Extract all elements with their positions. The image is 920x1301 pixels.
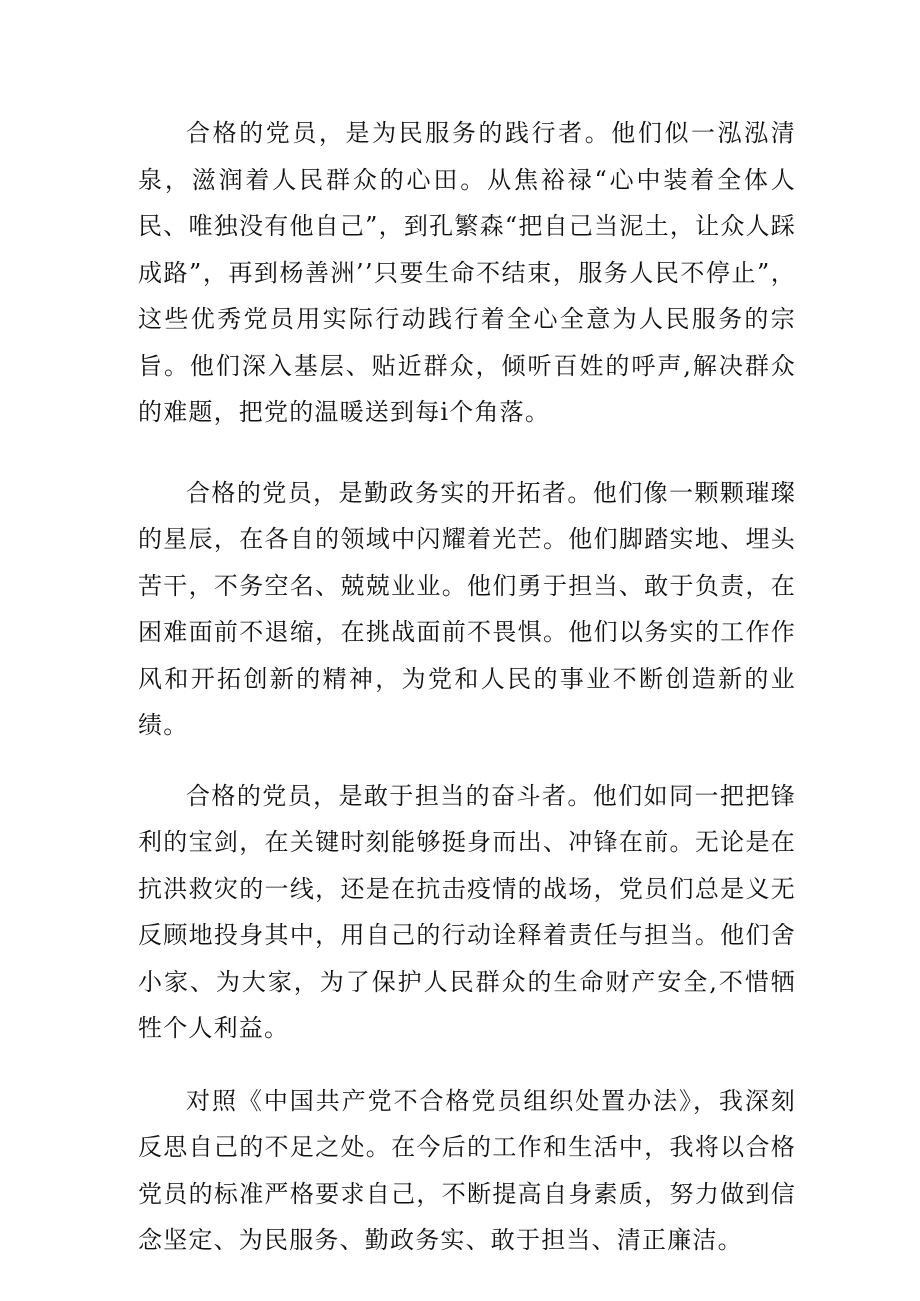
paragraph-responsibility: 合格的党员，是敢于担当的奋斗者。他们如同一把把锋利的宝剑，在关键时刻能够挺身而出、冲锋在前。无论是在抗洪救灾的一线，还是在抗击疫情的战场，党员们总是义无反顾地投身其中，用自己的行动诠释着责任与担当。他们舍小家、为大家，为了保护人民群众的生命财产安全,不惜牺牲个人利益。 xyxy=(138,781,796,1042)
paragraph-diligence: 合格的党员，是勤政务实的开拓者。他们像一颗颗璀璨的星辰，在各自的领域中闪耀着光芒。他们脚踏实地、埋头苦干，不务空名、兢兢业业。他们勇于担当、敢于负责，在困难面前不退缩，在挑战面前不畏惧。他们以务实的工作作风和开拓创新的精神，为党和人民的事业不断创造新的业绩。 xyxy=(138,478,796,739)
paragraph-service: 合格的党员，是为民服务的践行者。他们似一泓泓清泉，滋润着人民群众的心田。从焦裕禄“心中装着全体人民、唯独没有他自己”，到孔繁森“把自己当泥土，让众人踩成路”，再到杨善洲’’只要生命不结束，服务人民不停止”，这些优秀党员用实际行动践行着全心全意为人民服务的宗旨。他们深入基层、贴近群众，倾听百姓的呼声,解决群众的难题，把党的温暖送到每i个角落。 xyxy=(138,119,796,426)
document-body xyxy=(138,110,796,1264)
paragraph-reflection: 对照《中国共产党不合格党员组织处置办法》，我深刻反思自己的不足之处。在今后的工作和生活中，我将以合格党员的标准严格要求自己，不断提高自身素质，努力做到信念坚定、为民服务、勤政务实、敢于担当、清正廉洁。 xyxy=(138,1086,796,1254)
